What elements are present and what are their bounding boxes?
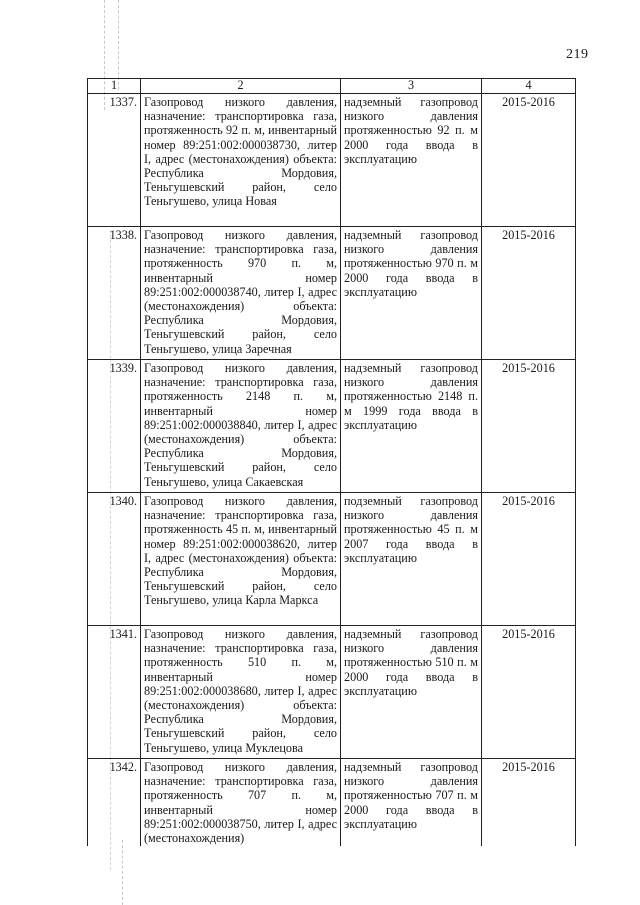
object-description: Газопровод низкого давления, назначение: транспортировка газа, протяженность 2148 п. м, инвентарный номер 89:251:002:000038840, литер I, адрес (местонахождения) объекта: Республика Мордовия, Теньгушевский район, село Теньгушево, улица Сакаевская bbox=[141, 360, 341, 493]
page-number: 219 bbox=[566, 47, 589, 62]
object-description: Газопровод низкого давления, назначение: транспортировка газа, протяженность 707 п. м, инвентарный номер 89:251:002:000038750, литер I, адрес (местонахождения) bbox=[141, 759, 341, 847]
object-description: Газопровод низкого давления, назначение: транспортировка газа, протяженность 45 п. м, инвентарный номер 89:251:002:000038620, литер I, адрес (местонахождения) объекта: Республика Мордовия, Теньгушевский район, село Теньгушево, улица Карла Маркса bbox=[141, 493, 341, 626]
object-characteristics: надземный газопровод низкого давления протяженностью 707 п. м 2000 года ввода в эксплуатацию bbox=[341, 759, 482, 847]
property-registry-table bbox=[87, 78, 576, 846]
object-characteristics: надземный газопровод низкого давления протяженностью 510 п. м 2000 года ввода в эксплуатацию bbox=[341, 626, 482, 759]
scan-artifact-line bbox=[122, 840, 123, 905]
transfer-period: 2015-2016 bbox=[482, 94, 576, 227]
row-number: 1337. bbox=[88, 94, 141, 227]
transfer-period: 2015-2016 bbox=[482, 759, 576, 847]
table-row bbox=[88, 626, 576, 759]
transfer-period: 2015-2016 bbox=[482, 493, 576, 626]
row-number: 1339. bbox=[88, 360, 141, 493]
object-description: Газопровод низкого давления, назначение: транспортировка газа, протяженность 510 п. м, инвентарный номер 89:251:002:000038680, литер I, адрес (местонахождения) объекта: Республика Мордовия, Теньгушевский район, село Теньгушево, улица Муклецова bbox=[141, 626, 341, 759]
object-description: Газопровод низкого давления, назначение: транспортировка газа, протяженность 970 п. м, инвентарный номер 89:251:002:000038740, литер I, адрес (местонахождения) объекта: Республика Мордовия, Теньгушевский район, село Теньгушево, улица Заречная bbox=[141, 227, 341, 360]
table-row bbox=[88, 360, 576, 493]
object-characteristics: надземный газопровод низкого давления протяженностью 970 п. м 2000 года ввода в эксплуатацию bbox=[341, 227, 482, 360]
column-header-4: 4 bbox=[482, 79, 576, 94]
object-description: Газопровод низкого давления, назначение: транспортировка газа, протяженность 92 п. м, инвентарный номер 89:251:002:000038730, литер I, адрес (местонахождения) объекта: Республика Мордовия, Теньгушевский район, село Теньгушево, улица Новая bbox=[141, 94, 341, 227]
object-characteristics: надземный газопровод низкого давления протяженностью 2148 п. м 1999 года ввода в эксплуатацию bbox=[341, 360, 482, 493]
row-number: 1342. bbox=[88, 759, 141, 847]
table-header-row bbox=[88, 79, 576, 94]
table-row bbox=[88, 759, 576, 847]
row-number: 1340. bbox=[88, 493, 141, 626]
object-characteristics: надземный газопровод низкого давления протяженностью 92 п. м 2000 года ввода в эксплуатацию bbox=[341, 94, 482, 227]
row-number: 1338. bbox=[88, 227, 141, 360]
table-row bbox=[88, 227, 576, 360]
column-header-1: 1 bbox=[88, 79, 141, 94]
object-characteristics: подземный газопровод низкого давления протяженностью 45 п. м 2007 года ввода в эксплуатацию bbox=[341, 493, 482, 626]
scan-artifact-line bbox=[118, 0, 119, 90]
row-number: 1341. bbox=[88, 626, 141, 759]
column-header-3: 3 bbox=[341, 79, 482, 94]
table-row bbox=[88, 94, 576, 227]
transfer-period: 2015-2016 bbox=[482, 626, 576, 759]
table-row bbox=[88, 493, 576, 626]
transfer-period: 2015-2016 bbox=[482, 227, 576, 360]
transfer-period: 2015-2016 bbox=[482, 360, 576, 493]
column-header-2: 2 bbox=[141, 79, 341, 94]
